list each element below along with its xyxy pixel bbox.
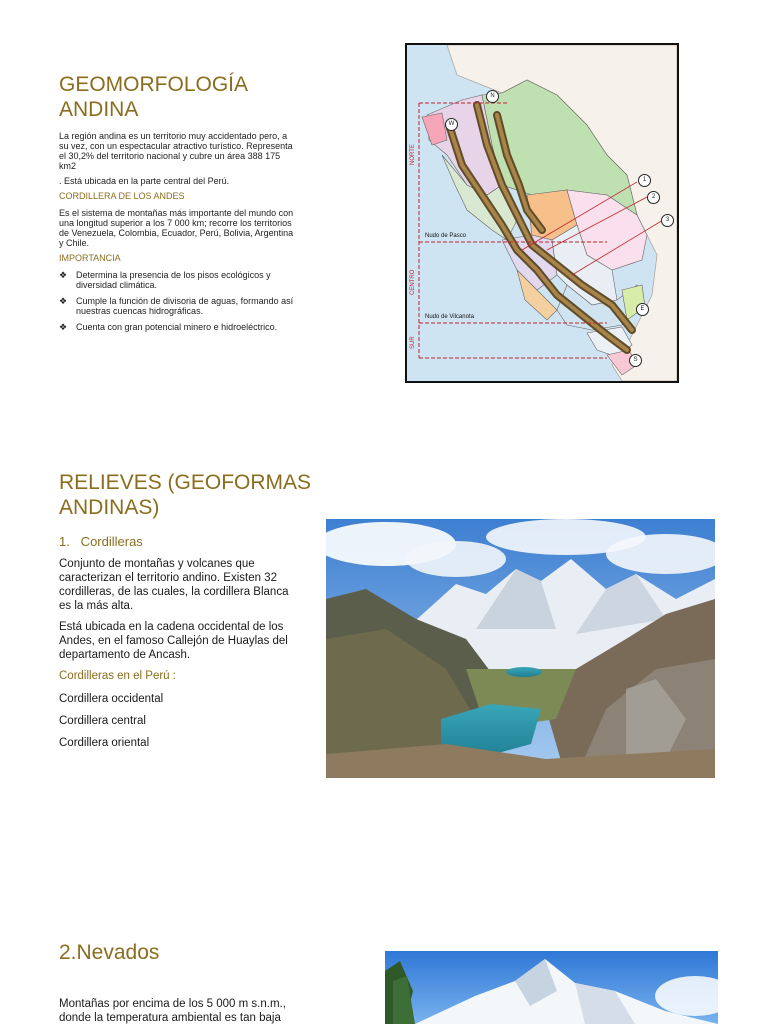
nevados-title: 2.Nevados xyxy=(59,941,160,964)
section1-title-line2: ANDINA xyxy=(59,98,139,121)
map-marker-2: 2 xyxy=(647,191,660,204)
knot-label-pasco: Nudo de Pasco xyxy=(425,233,467,239)
map-marker-s: S xyxy=(629,354,642,367)
andes-subheading: CORDILLERA DE LOS ANDES xyxy=(59,191,185,201)
list-item: Cordillera central xyxy=(59,715,146,727)
nevado-photo xyxy=(385,951,718,1024)
location-paragraph: . Está ubicada en la parte central del Perú. xyxy=(59,176,230,186)
map-marker-3: 3 xyxy=(661,214,674,227)
intro-paragraph: La región andina es un territorio muy accidentado pero, a su vez, con un espectacular atractivo turístico. Representa el 30,2% del territorio nacional y cubre un área 388 175 km2 xyxy=(59,131,293,171)
section2-title-line1: RELIEVES (GEOFORMAS xyxy=(59,471,312,494)
zone-label-center: CENTRO xyxy=(410,269,416,295)
map-marker-n: N xyxy=(486,90,499,103)
peru-map-graphic xyxy=(407,45,677,381)
list-item: Cordillera oriental xyxy=(59,737,150,749)
map-marker-w: W xyxy=(445,118,458,131)
cordilleras-paragraph: Conjunto de montañas y volcanes que caracterizan el territorio andino. Existen 32 cordilleras, de las cuales, la cordillera Blanca es la más alta. xyxy=(59,558,289,612)
importance-list xyxy=(59,270,299,332)
diamond-bullet-icon: ❖ xyxy=(59,322,68,332)
cordillera-photo xyxy=(326,519,715,778)
diamond-bullet-icon: ❖ xyxy=(59,270,68,280)
knot-label-vilcanota: Nudo de Vilcanota xyxy=(425,314,474,320)
list-item: ❖ Cuenta con gran potencial minero e hidroeléctrico. xyxy=(59,322,278,332)
section2-title-line2: ANDINAS) xyxy=(59,496,160,519)
diamond-bullet-icon: ❖ xyxy=(59,296,68,306)
list-item: Cordillera occidental xyxy=(59,693,164,705)
section2-title xyxy=(59,470,319,520)
zone-label-south: SUR xyxy=(410,336,416,349)
section1-title-line1: GEOMORFOLOGÍA xyxy=(59,73,249,96)
cordillera-landscape-graphic xyxy=(326,519,715,778)
zone-label-north: NORTE xyxy=(410,144,416,165)
cordilleras-subtitle: 1. Cordilleras xyxy=(59,534,143,549)
andes-paragraph: Es el sistema de montañas más importante del mundo con una longitud superior a los 7 000 km; recorre los territorios de Venezuela, Colombia, Ecuador, Perú, Bolivia, Argentina y Chile. xyxy=(59,208,294,248)
map-marker-e: E xyxy=(636,303,649,316)
nevados-paragraph: Montañas por encima de los 5 000 m s.n.m., donde la temperatura ambiental es tan baja xyxy=(59,998,286,1024)
location-andes-paragraph: Está ubicada en la cadena occidental de los Andes, en el famoso Callejón de Huaylas del departamento de Ancash. xyxy=(59,621,288,661)
section1-text xyxy=(59,131,299,338)
list-item: ❖ Determina la presencia de los pisos ecológicos y diversidad climática. xyxy=(59,270,271,290)
cordilleras-list-heading: Cordilleras en el Perú : xyxy=(59,670,176,682)
importance-subheading: IMPORTANCIA xyxy=(59,253,121,263)
section1-title xyxy=(59,72,319,122)
section2-text xyxy=(59,557,299,750)
map-marker-1: 1 xyxy=(638,174,651,187)
nevado-landscape-graphic xyxy=(385,951,718,1024)
andes-map xyxy=(405,43,679,383)
list-item: ❖ Cumple la función de divisoria de aguas, formando así nuestras cuencas hidrográficas. xyxy=(59,296,294,316)
